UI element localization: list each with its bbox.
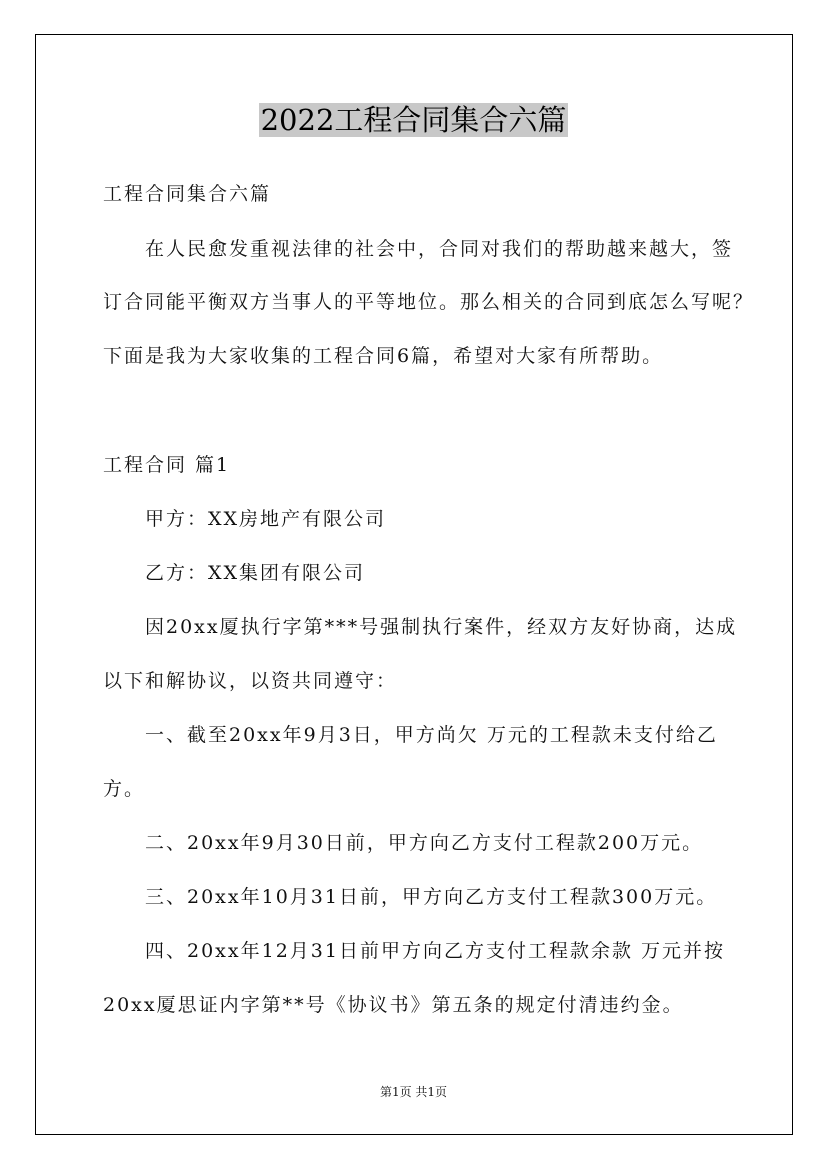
intro-line-3: 下面是我为大家收集的工程合同6篇，希望对大家有所帮助。 <box>103 345 664 367</box>
clause-line-7: 四、20xx年12月31日前甲方向乙方支付工程款余款 万元并按 <box>145 940 726 962</box>
clause-line-2: 以下和解协议，以资共同遵守： <box>103 670 398 692</box>
clause-line-1: 因20xx厦执行字第***号强制执行案件，经双方友好协商，达成 <box>145 616 738 638</box>
document-title-text: 2022工程合同集合六篇 <box>260 103 567 137</box>
section-heading: 工程合同 篇1 <box>103 454 231 476</box>
clause-line-8: 20xx厦思证内字第**号《协议书》第五条的规定付清违约金。 <box>103 994 684 1016</box>
clause-line-4: 方。 <box>103 778 146 800</box>
clause-line-5: 二、20xx年9月30日前，甲方向乙方支付工程款200万元。 <box>145 832 704 854</box>
clause-line-6: 三、20xx年10月31日前，甲方向乙方支付工程款300万元。 <box>145 886 718 908</box>
party-a: 甲方：XX房地产有限公司 <box>145 508 387 530</box>
intro-line-2: 订合同能平衡双方当事人的平等地位。那么相关的合同到底怎么写呢？ <box>103 291 755 313</box>
document-subtitle: 工程合同集合六篇 <box>103 183 272 205</box>
intro-line-1: 在人民愈发重视法律的社会中，合同对我们的帮助越来越大，签 <box>145 238 734 260</box>
party-b: 乙方：XX集团有限公司 <box>145 562 366 584</box>
document-title <box>0 100 827 140</box>
page-footer: 第1页 共1页 <box>379 1085 448 1099</box>
clause-line-3: 一、截至20xx年9月3日，甲方尚欠 万元的工程款未支付给乙 <box>145 724 718 746</box>
